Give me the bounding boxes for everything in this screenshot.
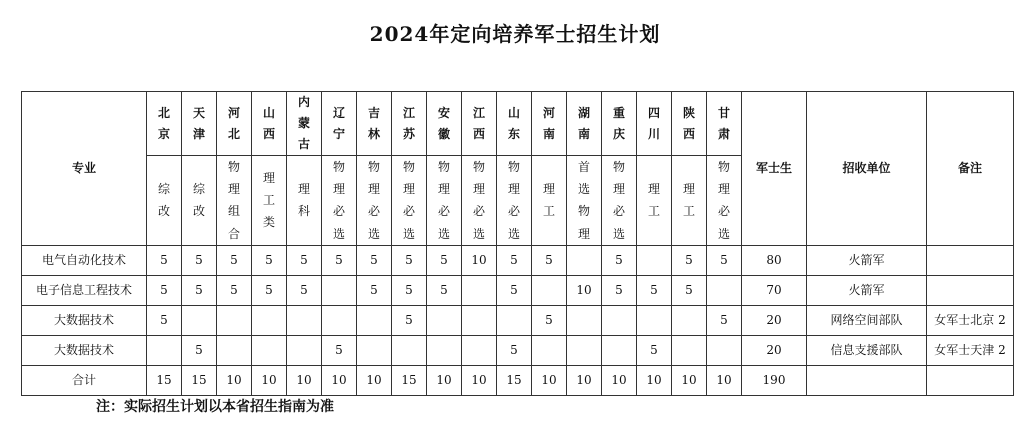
quota-cell: [357, 335, 392, 365]
quota-cell: [252, 305, 287, 335]
quota-cell: 5: [602, 275, 637, 305]
quota-cell: 5: [182, 275, 217, 305]
quota-cell: 10: [252, 365, 287, 395]
quota-cell: 5: [392, 275, 427, 305]
soldiers-count: 190: [742, 365, 807, 395]
subject-requirement: 物理必选: [322, 156, 357, 246]
quota-cell: 5: [287, 245, 322, 275]
table-row: [22, 245, 1014, 275]
quota-cell: 5: [252, 275, 287, 305]
province-header: 内蒙古: [287, 92, 322, 156]
table-row: [22, 335, 1014, 365]
remark-header: 备注: [927, 92, 1014, 246]
quota-cell: 5: [427, 245, 462, 275]
quota-cell: [217, 335, 252, 365]
province-header: 山东: [497, 92, 532, 156]
quota-cell: [707, 335, 742, 365]
quota-cell: 5: [707, 245, 742, 275]
quota-cell: 5: [147, 275, 182, 305]
subject-requirement: 物理必选: [427, 156, 462, 246]
remark-cell: 女军士北京 2: [927, 305, 1014, 335]
quota-cell: 5: [357, 275, 392, 305]
quota-cell: 5: [322, 245, 357, 275]
quota-cell: 5: [497, 335, 532, 365]
province-header-row: [22, 92, 1014, 156]
subject-requirement: 综改: [147, 156, 182, 246]
subject-requirement: 物理必选: [357, 156, 392, 246]
subject-requirement: 物理必选: [602, 156, 637, 246]
subject-requirement: 理工: [532, 156, 567, 246]
subject-requirement: 理工: [637, 156, 672, 246]
subject-requirement: 物理必选: [462, 156, 497, 246]
quota-cell: 10: [672, 365, 707, 395]
recruiting-unit: 网络空间部队: [807, 305, 927, 335]
soldiers-count: 20: [742, 305, 807, 335]
quota-cell: [637, 305, 672, 335]
quota-cell: [462, 335, 497, 365]
quota-cell: 5: [147, 305, 182, 335]
quota-cell: 10: [462, 365, 497, 395]
quota-cell: [532, 275, 567, 305]
remark-cell: [927, 275, 1014, 305]
quota-cell: [147, 335, 182, 365]
quota-cell: [567, 305, 602, 335]
subject-requirement: 首选物理: [567, 156, 602, 246]
quota-cell: 15: [497, 365, 532, 395]
major-name: 大数据技术: [22, 305, 147, 335]
unit-header: 招收单位: [807, 92, 927, 246]
soldiers-count: 70: [742, 275, 807, 305]
enrollment-plan-table: [21, 91, 1014, 396]
quota-cell: 10: [567, 275, 602, 305]
quota-cell: [427, 335, 462, 365]
major-name: 电气自动化技术: [22, 245, 147, 275]
quota-cell: 5: [287, 275, 322, 305]
quota-cell: 10: [427, 365, 462, 395]
province-header: 江西: [462, 92, 497, 156]
province-header: 安徽: [427, 92, 462, 156]
quota-cell: 5: [427, 275, 462, 305]
quota-cell: 5: [357, 245, 392, 275]
quota-cell: 10: [217, 365, 252, 395]
quota-cell: 5: [707, 305, 742, 335]
quota-cell: [357, 305, 392, 335]
table-row: [22, 305, 1014, 335]
subject-requirement: 综改: [182, 156, 217, 246]
quota-cell: 5: [532, 305, 567, 335]
quota-cell: [182, 305, 217, 335]
subject-requirement: 物理组合: [217, 156, 252, 246]
quota-cell: 5: [392, 245, 427, 275]
quota-cell: 10: [602, 365, 637, 395]
quota-cell: 5: [602, 245, 637, 275]
quota-cell: 5: [637, 335, 672, 365]
province-header: 山西: [252, 92, 287, 156]
quota-cell: [217, 305, 252, 335]
quota-cell: [392, 335, 427, 365]
quota-cell: 10: [637, 365, 672, 395]
subject-requirement: 理科: [287, 156, 322, 246]
quota-cell: 10: [322, 365, 357, 395]
province-header: 重庆: [602, 92, 637, 156]
quota-cell: 15: [392, 365, 427, 395]
quota-cell: 5: [182, 335, 217, 365]
quota-cell: 10: [567, 365, 602, 395]
remark-cell: [927, 245, 1014, 275]
province-header: 吉林: [357, 92, 392, 156]
recruiting-unit: [807, 365, 927, 395]
province-header: 陕西: [672, 92, 707, 156]
quota-cell: 15: [147, 365, 182, 395]
recruiting-unit: 信息支援部队: [807, 335, 927, 365]
subject-requirement: 理工类: [252, 156, 287, 246]
subject-requirement: 物理必选: [392, 156, 427, 246]
quota-cell: 5: [672, 245, 707, 275]
recruiting-unit: 火箭军: [807, 275, 927, 305]
table-row: [22, 275, 1014, 305]
quota-cell: [637, 245, 672, 275]
quota-cell: 5: [532, 245, 567, 275]
quota-cell: [567, 335, 602, 365]
quota-cell: 5: [252, 245, 287, 275]
recruiting-unit: 火箭军: [807, 245, 927, 275]
quota-cell: 10: [532, 365, 567, 395]
quota-cell: [602, 335, 637, 365]
province-header: 天津: [182, 92, 217, 156]
province-header: 江苏: [392, 92, 427, 156]
quota-cell: 5: [322, 335, 357, 365]
remark-cell: 女军士天津 2: [927, 335, 1014, 365]
quota-cell: 10: [357, 365, 392, 395]
quota-cell: [672, 305, 707, 335]
quota-cell: [707, 275, 742, 305]
soldiers-count: 80: [742, 245, 807, 275]
quota-cell: [602, 305, 637, 335]
footnote: 注：实际招生计划以本省招生指南为准: [96, 399, 334, 415]
quota-cell: 5: [497, 275, 532, 305]
province-header: 甘肃: [707, 92, 742, 156]
subject-requirement: 理工: [672, 156, 707, 246]
total-label: 合计: [22, 365, 147, 395]
quota-cell: [497, 305, 532, 335]
province-header: 辽宁: [322, 92, 357, 156]
subject-requirement: 物理必选: [497, 156, 532, 246]
quota-cell: [287, 335, 322, 365]
province-header: 湖南: [567, 92, 602, 156]
province-header: 四川: [637, 92, 672, 156]
quota-cell: [567, 245, 602, 275]
quota-cell: 5: [497, 245, 532, 275]
quota-cell: [532, 335, 567, 365]
quota-cell: [672, 335, 707, 365]
quota-cell: [252, 335, 287, 365]
quota-cell: 10: [462, 245, 497, 275]
province-header: 北京: [147, 92, 182, 156]
quota-cell: 5: [217, 275, 252, 305]
province-header: 河北: [217, 92, 252, 156]
major-name: 大数据技术: [22, 335, 147, 365]
quota-cell: 15: [182, 365, 217, 395]
quota-cell: 5: [672, 275, 707, 305]
quota-cell: [287, 305, 322, 335]
quota-cell: 5: [392, 305, 427, 335]
major-header: 专业: [22, 92, 147, 246]
quota-cell: [322, 275, 357, 305]
quota-cell: 5: [147, 245, 182, 275]
quota-cell: [462, 305, 497, 335]
total-row: [22, 365, 1014, 395]
soldiers-count: 20: [742, 335, 807, 365]
quota-cell: [322, 305, 357, 335]
quota-cell: 10: [707, 365, 742, 395]
quota-cell: [427, 305, 462, 335]
quota-cell: 5: [637, 275, 672, 305]
quota-cell: 5: [182, 245, 217, 275]
table-body: [22, 245, 1014, 395]
quota-cell: [462, 275, 497, 305]
remark-cell: [927, 365, 1014, 395]
province-header: 河南: [532, 92, 567, 156]
soldiers-header: 军士生: [742, 92, 807, 246]
major-name: 电子信息工程技术: [22, 275, 147, 305]
subject-requirement: 物理必选: [707, 156, 742, 246]
quota-cell: 5: [217, 245, 252, 275]
page-title: 2024年定向培养军士招生计划: [369, 22, 661, 46]
quota-cell: 10: [287, 365, 322, 395]
